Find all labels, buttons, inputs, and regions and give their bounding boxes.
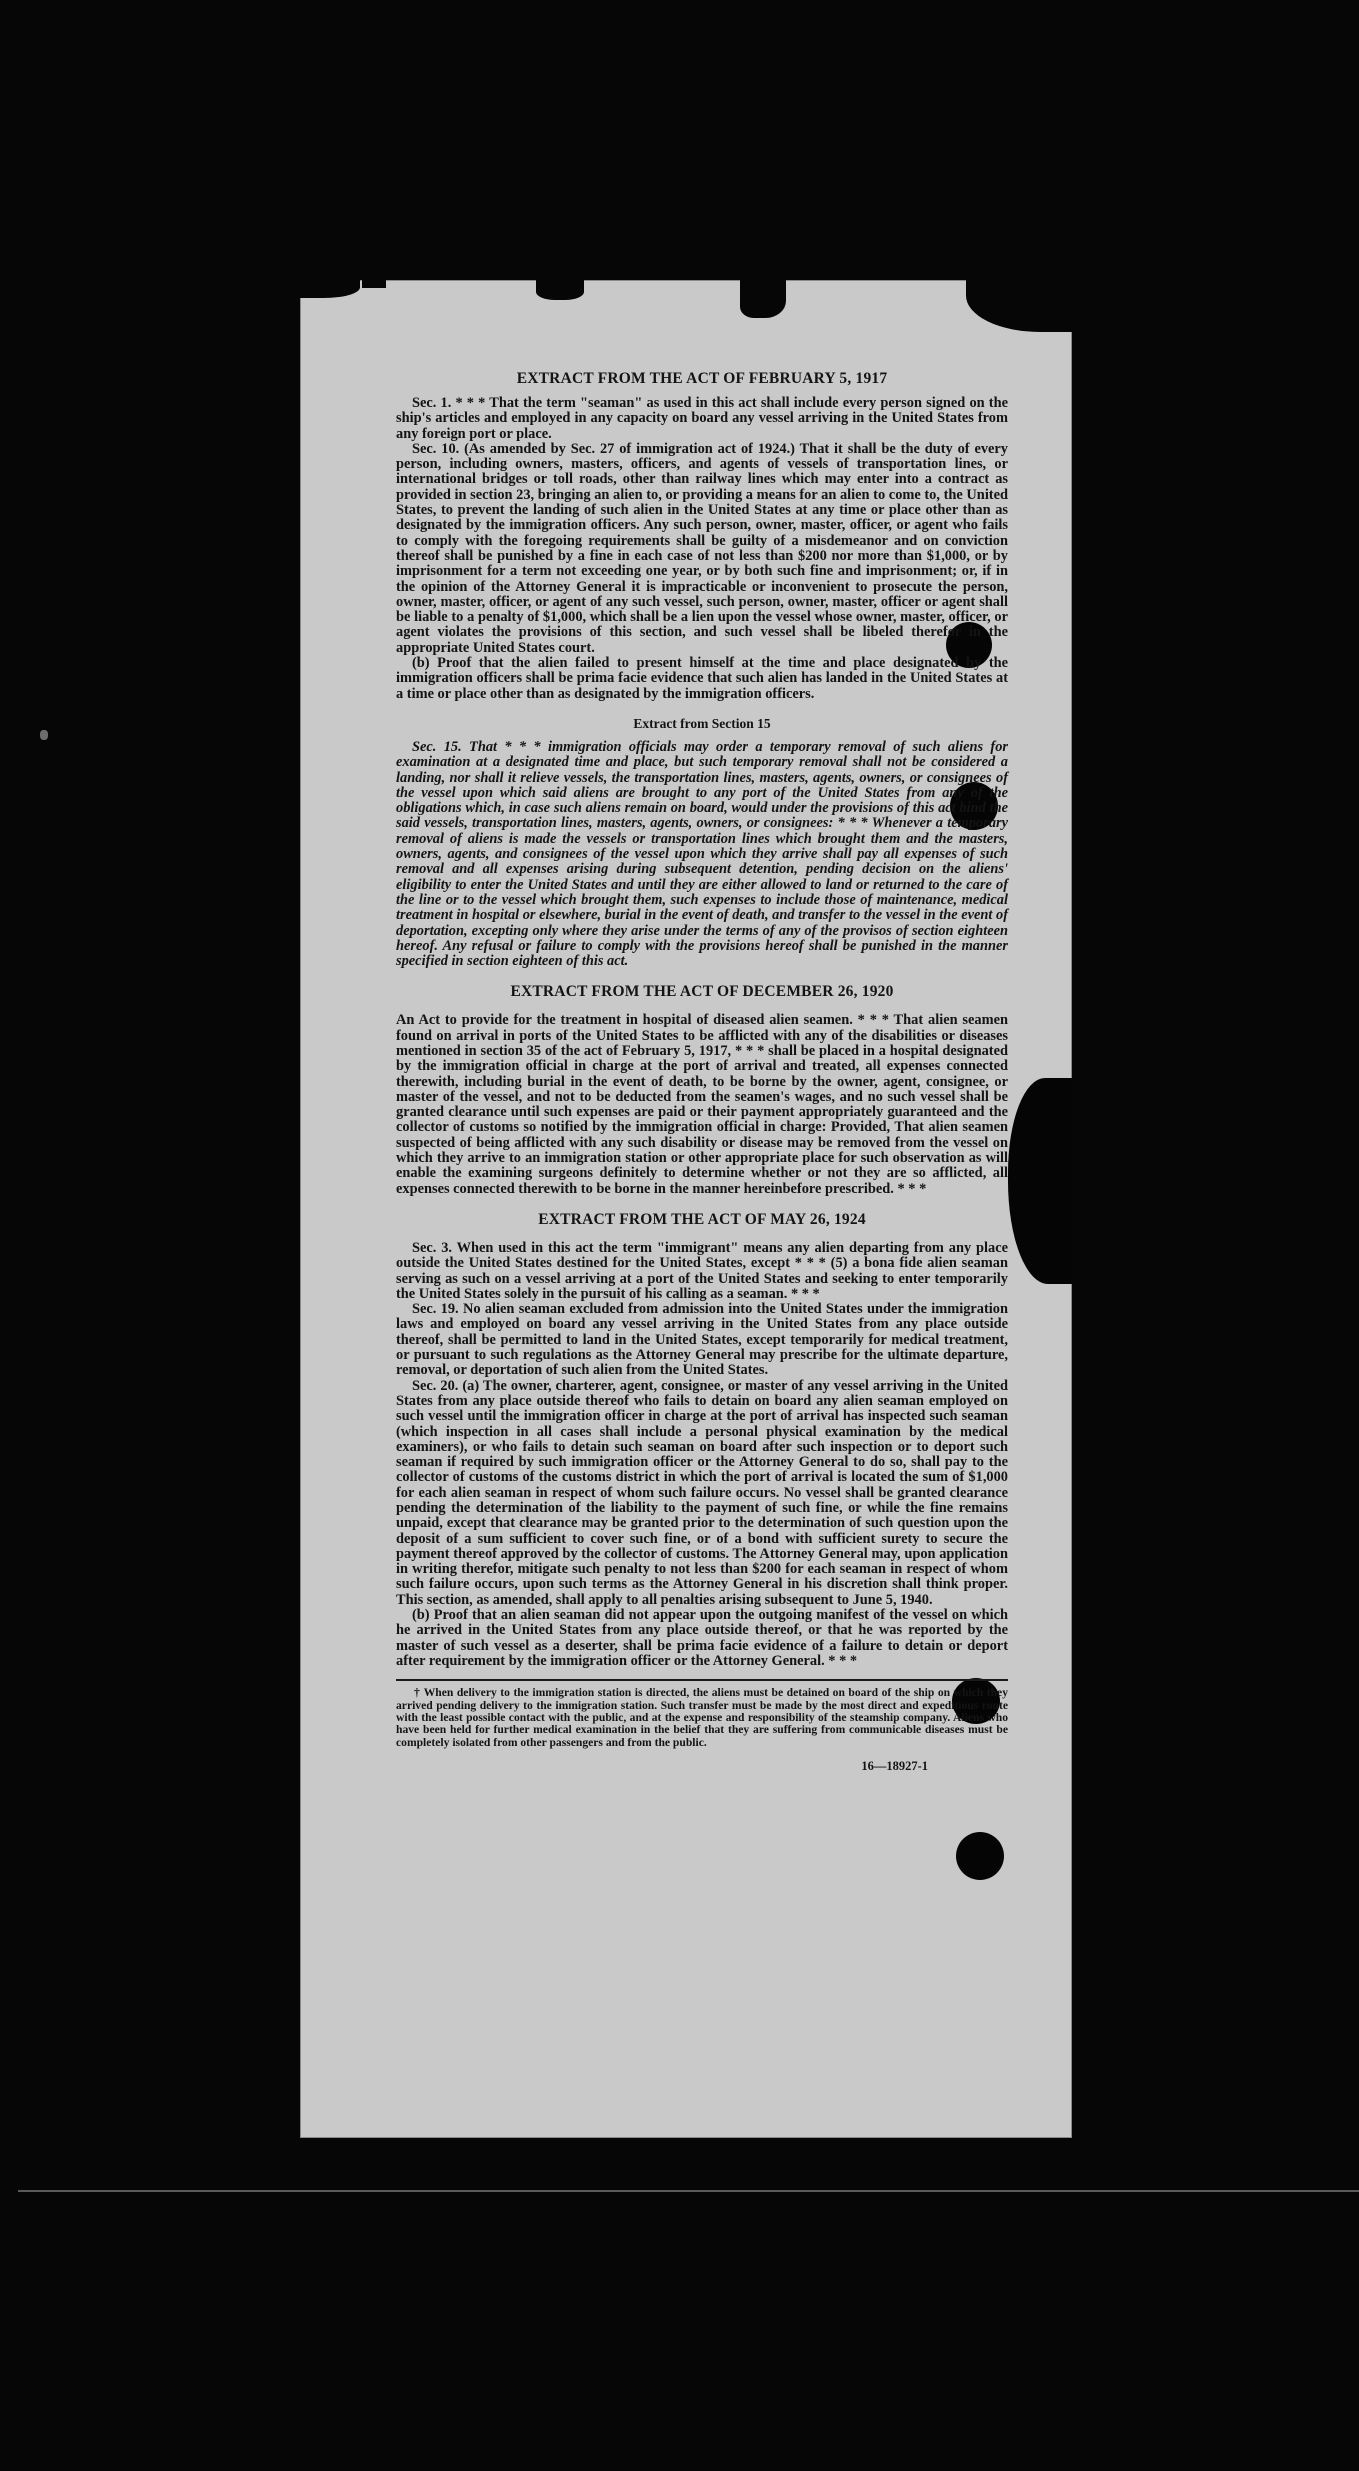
paragraph-sec-3: Sec. 3. When used in this act the term "immigrant" means any alien departing from any place outside the United States destined for the United States, except * * * (5) a bona fide alien seaman serving as such on a vessel arriving at a port of the United States and seeking to enter temporarily the United States solely in the pursuit of his calling as a seaman. * * *: [396, 1239, 1008, 1302]
scan-edge-line: [18, 2190, 1359, 2192]
paper-tear: [740, 280, 786, 318]
document-page: [300, 280, 1072, 2138]
paper-tear: [536, 280, 584, 300]
paragraph-sec-1: Sec. 1. * * * That the term "seaman" as used in this act shall include every person signed on the ship's articles and employed in any capacity on board any vessel arriving in the United States from any foreign port or place.: [396, 395, 1008, 442]
section-title-act-1924: EXTRACT FROM THE ACT OF MAY 26, 1924: [538, 1210, 866, 1228]
paragraph-sec-10-b: (b) Proof that the alien failed to present himself at the time and place designated by the immigration officers shall be prima facie evidence that such alien has landed in the United States at a time or place other than as designated by the immigration officers.: [396, 655, 1008, 702]
section-title-extract-15: Extract from Section 15: [633, 715, 771, 731]
section-title-act-1917: EXTRACT FROM THE ACT OF FEBRUARY 5, 1917: [516, 370, 888, 387]
paragraph-sec-15: Sec. 15. That * * * immigration officials may order a temporary removal of such aliens for examination at a designated time and place, but such temporary removal shall not be considered a landing, nor shall it relieve vessels, the transportation lines, masters, agents, owners, or consignees of the vessel upon which said aliens are brought to any port of the United States from any of the obligations which, in case such aliens remain on board, would under the provisions of this act bind the said vessels, transportation lines, masters, agents, owners, or consignees: * * * Whenever a temporary removal of aliens is made the vessels or transportation lines which brought them and the masters, owners, agents, and consignees of the vessel upon which they arrive shall pay all expenses of such removal and all expenses arising during subsequent detention, pending decision on the aliens' eligibility to enter the United States and until they are either allowed to land or returned to the care of the line or to the vessel which brought them, such expenses to include those of maintenance, medical treatment in hospital or elsewhere, burial in the event of death, and transfer to the vessel in the event of deportation, excepting only where they arise under the terms of any of the provisos of section eighteen hereof. Any refusal or failure to comply with the provisions hereof shall be punished in the manner specified in section eighteen of this act.: [396, 738, 1009, 970]
paper-tear: [300, 280, 360, 298]
scan-speck: [40, 730, 48, 740]
footnote-divider: [396, 1679, 1008, 1681]
paragraph-sec-20-b: (b) Proof that an alien seaman did not appear upon the outgoing manifest of the vessel on which he arrived in the United States from any place outside thereof, or that he was reported by the master of such vessel as a deserter, shall be prima facie evidence of a failure to detain or deport after requirement by the immigration officer or the Attorney General. * * *: [396, 1607, 1008, 1669]
section-title-act-1920: EXTRACT FROM THE ACT OF DECEMBER 26, 1920: [510, 983, 894, 1001]
document-text: [396, 370, 1008, 1774]
paper-tear: [362, 280, 386, 288]
ink-stain: [1008, 1078, 1072, 1284]
footnote: † When delivery to the immigration station is directed, the aliens must be detained on board of the ship on which they arrived pending delivery to the immigration station. Such transfer must be made by the most direct and expeditious route with the least possible contact with the public, and at the expense and responsibility of the steamship company. Aliens who have been held for further medical examination in the belief that they are suffering from communicable diseases must be completely isolated from other passengers and from the public.: [396, 1686, 1008, 1749]
paragraph-act-1920: An Act to provide for the treatment in hospital of diseased alien seamen. * * * That alien seamen found on arrival in ports of the United States to be afflicted with any of the disabilities or diseases mentioned in section 35 of the act of February 5, 1917, * * * shall be placed in a hospital designated by the immigration official in charge at the port of arrival and treated, all expenses connected therewith, including burial in the event of death, to be borne by the owner, agent, consignee, or master of the vessel, and not to be deducted from the seamen's wages, and no such vessel shall be granted clearance until such expenses are paid or their payment appropriately guaranteed and the collector of customs so notified by the immigration official in charge: Provided, That alien seamen suspected of being afflicted with any such disability or disease may be removed from the vessel on which they arrive to an immigration station or other appropriate place for such observation as will enable the examining surgeons definitely to determine whether or not they are so afflicted, all expenses connected therewith to be borne in the manner hereinbefore prescribed. * * *: [396, 1012, 1008, 1197]
paragraph-sec-19: Sec. 19. No alien seaman excluded from admission into the United States under the immigration laws and employed on board any vessel arriving in the United States from any place outside thereof, shall be permitted to land in the United States, except temporarily for medical treatment, or pursuant to such regulations as the Attorney General may prescribe for the ultimate departure, removal, or deportation of such alien from the United States.: [396, 1301, 1008, 1379]
paragraph-sec-20-a: Sec. 20. (a) The owner, charterer, agent, consignee, or master of any vessel arriving in the United States from any place outside thereof who fails to detain on board any alien seaman employed on such vessel until the immigration officer in charge at the port of arrival has inspected such seaman (which inspection in all cases shall include a personal physical examination by the medical examiners), or who fails to detain such seaman on board after such inspection or to deport such seaman if required by such immigration officer or the Attorney General to do so, shall pay to the collector of customs of the customs district in which the port of arrival is located the sum of $1,000 for each alien seaman in respect of whom such failure occurs. No vessel shall be granted clearance pending the determination of the liability to the payment of such fine, or while the fine remains unpaid, except that clearance may be granted prior to the determination of such question upon the deposit of a sum sufficient to cover such fine, or of a bond with sufficient surety to secure the payment thereof approved by the collector of customs. The Attorney General may, upon application in writing therefor, mitigate such penalty to not less than $200 for each seaman in respect of whom such failure occurs, upon such terms as the Attorney General in his discretion shall think proper. This section, as amended, shall apply to all penalties arising subsequent to June 5, 1940.: [396, 1377, 1008, 1608]
paper-tear: [966, 280, 1072, 332]
paragraph-sec-10: Sec. 10. (As amended by Sec. 27 of immigration act of 1924.) That it shall be the duty of every person, including owners, masters, officers, and agents of vessels of transportation lines, or international bridges or toll roads, other than railway lines which may enter into a contract as provided in section 23, bringing an alien to, or providing a means for an alien to come to, the United States, to prevent the landing of such alien in the United States at any time or place other than as designated by the immigration officers. Any such person, owner, master, officer, or agent who fails to comply with the foregoing requirements shall be guilty of a misdemeanor and on conviction thereof shall be punished by a fine in each case of not less than $200 nor more than $1,000, or by imprisonment for a term not exceeding one year, or by both such fine and imprisonment; or, if in the opinion of the Attorney General it is impracticable or inconvenient to prosecute the person, owner, master, officer, or agent of any such vessel, such person, owner, master, officer or agent shall be liable to a penalty of $1,000, which shall be a lien upon the vessel whose owner, master, officer, or agent violates the provisions of this section, and such vessel shall be libeled therefor in the appropriate United States court.: [396, 440, 1008, 656]
form-number: 16—18927-1: [861, 1759, 928, 1774]
punch-hole: [956, 1832, 1004, 1880]
